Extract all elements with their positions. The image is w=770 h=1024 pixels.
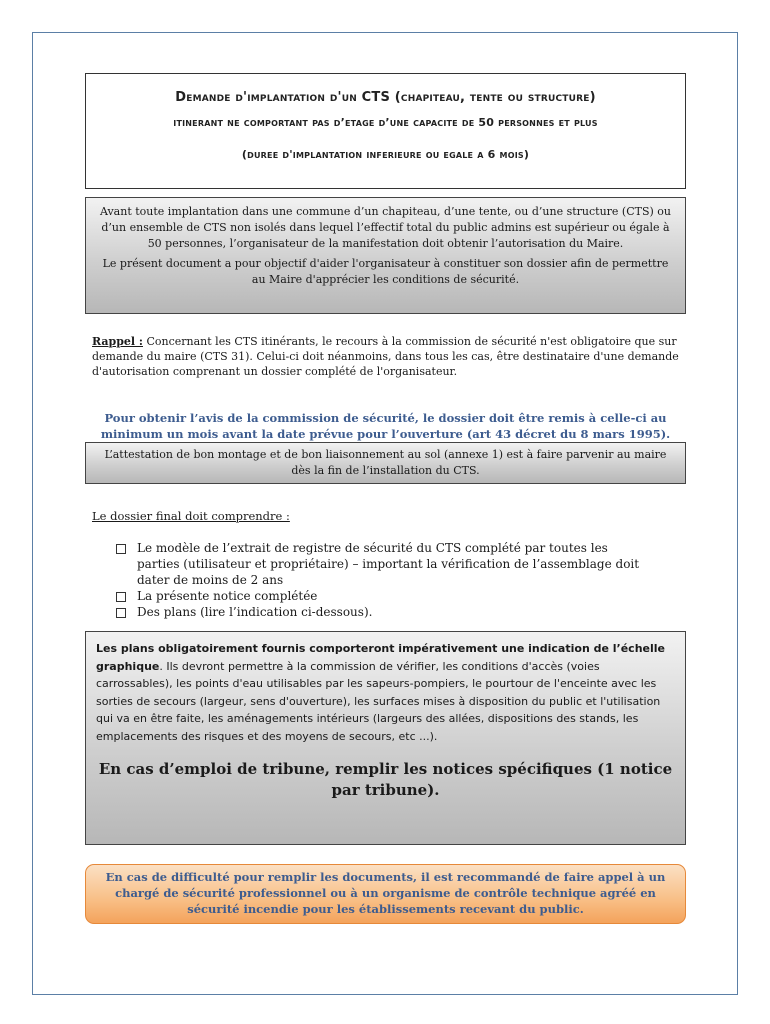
intro-box (85, 197, 686, 314)
intro-paragraph-2: Le présent document a pour objectif d'aider l'organisateur à constituer son dossier afin de permettre au Maire d'apprécier les conditions de sécurité. (102, 257, 669, 286)
title-line-3: (duree d'implantation inferieure ou egale a 6 mois) (241, 148, 530, 161)
rappel-paragraph (92, 334, 682, 379)
checkbox-icon (116, 608, 126, 618)
checkbox-icon (116, 592, 126, 602)
checklist-item-text: Des plans (lire l’indication ci-dessous). (137, 605, 373, 619)
plans-paragraph (96, 640, 675, 745)
checklist-item-text: La présente notice complétée (137, 589, 318, 603)
checklist-item (113, 540, 653, 588)
rappel-label: Rappel : (92, 335, 143, 348)
checklist-item (113, 588, 653, 604)
plans-bold-intro: Les plans obligatoirement fournis comporteront impérativement une indication de l’échelle graphique (96, 642, 665, 673)
dossier-final-title: Le dossier final doit comprendre : (92, 509, 290, 523)
commission-deadline-note: Pour obtenir l’avis de la commission de sécurité, le dossier doit être remis à celle-ci au minimum un mois avant la date prévue pour l’ouverture (art 43 décret du 8 mars 1995). (100, 411, 671, 441)
title-box (85, 73, 686, 189)
title-line-2: itinerant ne comportant pas d’etage d’une capacite de 50 personnes et plus (173, 116, 598, 129)
attestation-box: L’attestation de bon montage et de bon liaisonnement au sol (annexe 1) est à faire parvenir au maire dès la fin de l’installation du CTS. (85, 442, 686, 484)
checklist-item (113, 604, 653, 620)
checklist-item-text: Le modèle de l’extrait de registre de sécurité du CTS complété par toutes les parties (utilisateur et propriétaire) – important la vérification de l’assemblage doit dater de moins de 2 ans (137, 541, 640, 587)
plans-box (85, 631, 686, 845)
plans-text: . Ils devront permettre à la commission de vérifier, les conditions d'accès (voies carrossables), les points d'eau utilisables par les sapeurs-pompiers, le pourtour de l'enceinte avec les sorties de secours (largeur, sens d'ouverture), les surfaces mises à disposition du public et l'utilisation qui va en être faite, les aménagements intérieurs (largeurs des allées, dispositions des stands, les emplacements des risques et des moyens de secours, etc ...). (96, 659, 661, 743)
help-note-box: En cas de difficulté pour remplir les documents, il est recommandé de faire appel à un chargé de sécurité professionnel ou à un organisme de contrôle technique agréé en sécurité incendie pour les établissements recevant du public. (85, 864, 686, 924)
tribune-note: En cas d’emploi de tribune, remplir les notices spécifiques (1 notice par tribune). (98, 760, 673, 799)
title-line-1: Demande d'implantation d'un CTS (chapiteau, tente ou structure) (175, 90, 596, 105)
intro-paragraph-1: Avant toute implantation dans une commune d’un chapiteau, d’une tente, ou d’une structure (CTS) ou d’un ensemble de CTS non isolés dans lequel l’effectif total du public admins est supérieur ou égale à 50 personnes, l’organisateur de la manifestation doit obtenir l’autorisation du Maire. (99, 205, 672, 250)
rappel-text: Concernant les CTS itinérants, le recours à la commission de sécurité n'est obligatoire que sur demande du maire (CTS 31). Celui-ci doit néanmoins, dans tous les cas, être destinataire d'une demande d'autorisation comprenant un dossier complété de l'organisateur. (92, 335, 679, 378)
dossier-checklist (113, 540, 653, 620)
checkbox-icon (116, 544, 126, 554)
